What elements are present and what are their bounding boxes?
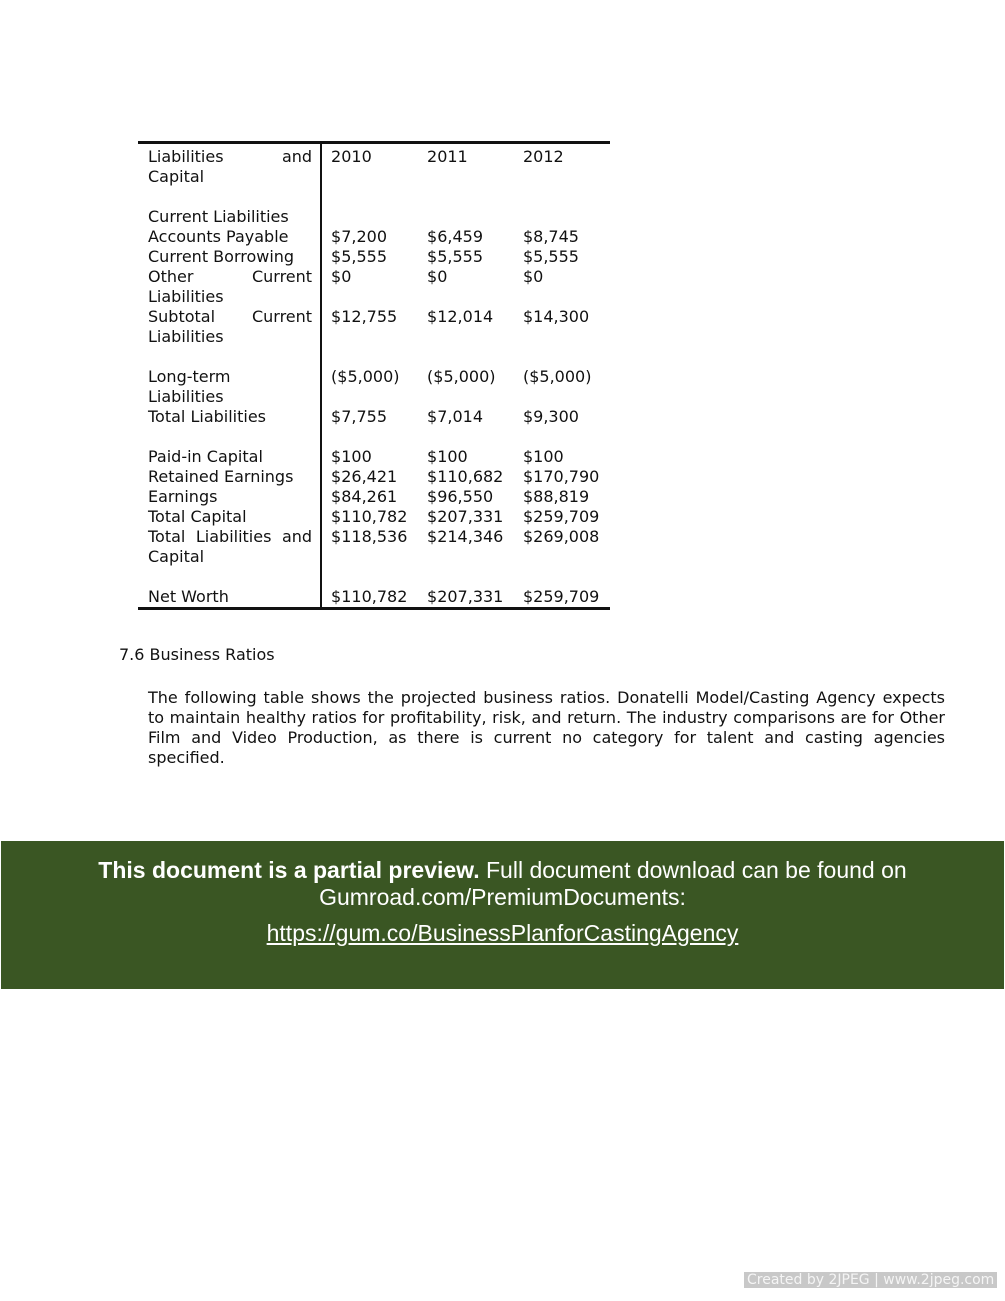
section-heading: 7.6 Business Ratios [119, 645, 275, 664]
cell-value: $7,014 [427, 407, 483, 426]
cell-value: ($5,000) [331, 367, 400, 386]
cell-value: $9,300 [522, 407, 579, 426]
row-label: Current Borrowing [138, 247, 321, 267]
table-row [138, 367, 610, 407]
cell-value: ($5,000) [427, 367, 496, 386]
year-header: 2011 [427, 147, 468, 166]
cell-value: $118,536 [331, 527, 408, 546]
row-label: Current Liabilities [138, 207, 321, 227]
table-row [138, 487, 610, 507]
row-label: Earnings [138, 487, 321, 507]
cell-value: $7,755 [331, 407, 388, 426]
cell-value: $84,261 [331, 487, 398, 506]
download-link[interactable]: https://gum.co/BusinessPlanforCastingAgency [266, 920, 739, 946]
cell-value [418, 207, 514, 227]
banner-bold-text: This document is a partial preview. [98, 857, 480, 883]
cell-value: $0 [331, 267, 352, 286]
cell-value: $12,755 [331, 307, 398, 326]
balance-sheet-table [138, 141, 610, 610]
cell-value: $269,008 [522, 527, 600, 546]
table-row [138, 307, 610, 347]
spacer-row [138, 347, 610, 367]
banner-line-2: Gumroad.com/PremiumDocuments: [319, 884, 686, 910]
watermark: Created by 2JPEG | www.2jpeg.com [744, 1272, 997, 1288]
cell-value: $96,550 [427, 487, 494, 506]
cell-value: $100 [427, 447, 468, 466]
table-row [138, 467, 610, 487]
cell-value [514, 207, 610, 227]
row-label: Other Current Liabilities [138, 267, 321, 307]
cell-value: $7,200 [331, 227, 388, 246]
row-label: Accounts Payable [138, 227, 321, 247]
cell-value: $100 [331, 447, 372, 466]
table-row [138, 407, 610, 427]
cell-value: $6,459 [427, 227, 483, 246]
row-label: Subtotal Current Liabilities [138, 307, 321, 347]
year-header: 2012 [522, 147, 564, 166]
row-label: Retained Earnings [138, 467, 321, 487]
table-row [138, 247, 610, 267]
banner-line-1 [1, 857, 1004, 884]
cell-value [321, 207, 418, 227]
cell-value: $110,782 [331, 507, 408, 526]
table-header-row [138, 143, 610, 188]
table-row [138, 267, 610, 307]
table-row [138, 507, 610, 527]
cell-value: $170,790 [522, 467, 600, 486]
table-row [138, 227, 610, 247]
cell-value: $5,555 [427, 247, 483, 266]
cell-value: $110,782 [331, 587, 408, 606]
spacer-row [138, 187, 610, 207]
table-row [138, 207, 610, 227]
header-label: Liabilities and Capital [138, 143, 321, 188]
year-header: 2010 [331, 147, 372, 166]
cell-value: $12,014 [427, 307, 494, 326]
cell-value: $207,331 [427, 587, 504, 606]
table-row [138, 527, 610, 567]
spacer-row [138, 427, 610, 447]
table-row [138, 447, 610, 467]
cell-value: $110,682 [427, 467, 504, 486]
spacer-row [138, 567, 610, 587]
cell-value: $0 [427, 267, 448, 286]
row-label: Long-term Liabilities [138, 367, 321, 407]
table-row [138, 587, 610, 609]
cell-value: $214,346 [427, 527, 504, 546]
section-paragraph: The following table shows the projected business ratios. Donatelli Model/Casting Agency expects to maintain healthy ratios for profitability, risk, and return. The industry comparisons are for Other Film and Video Production, as there is current no category for talent and casting agencies specified. [148, 688, 945, 767]
cell-value: $14,300 [522, 307, 590, 326]
row-label: Total Liabilities [138, 407, 321, 427]
cell-value: ($5,000) [522, 367, 592, 386]
row-label: Total Capital [138, 507, 321, 527]
cell-value: $259,709 [522, 507, 600, 526]
row-label: Net Worth [138, 587, 321, 609]
cell-value: $88,819 [522, 487, 590, 506]
cell-value: $259,709 [522, 587, 600, 606]
preview-banner [1, 841, 1004, 989]
row-label: Total Liabilities and Capital [138, 527, 321, 567]
cell-value: $26,421 [331, 467, 398, 486]
cell-value: $5,555 [331, 247, 388, 266]
cell-value: $0 [522, 267, 544, 286]
banner-text: Full document download can be found on [479, 857, 907, 883]
cell-value: $5,555 [522, 247, 579, 266]
cell-value: $100 [522, 447, 564, 466]
row-label: Paid-in Capital [138, 447, 321, 467]
cell-value: $8,745 [522, 227, 579, 246]
cell-value: $207,331 [427, 507, 504, 526]
